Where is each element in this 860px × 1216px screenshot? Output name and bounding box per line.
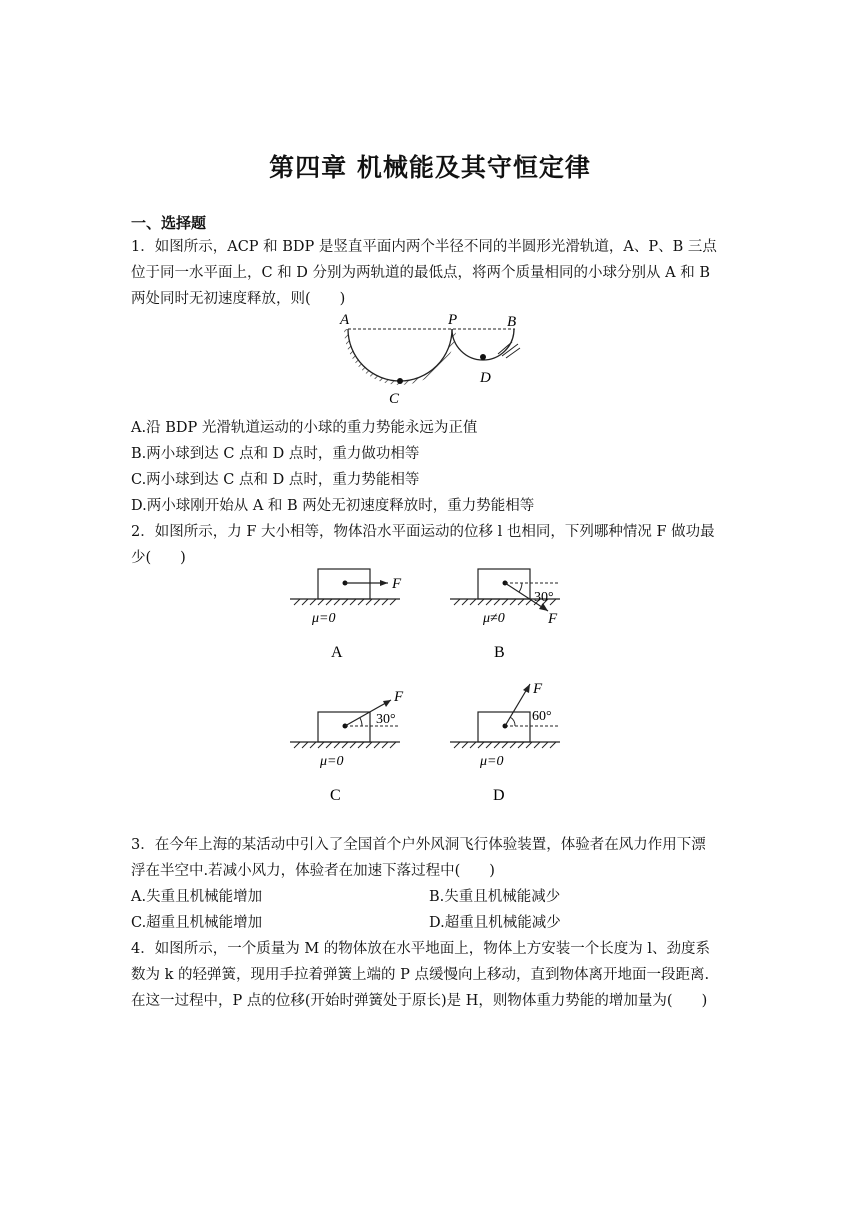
hatch-surface xyxy=(344,329,456,385)
label-p: P xyxy=(448,312,458,328)
label-c: C xyxy=(389,391,400,407)
page-title: 第四章 机械能及其守恒定律 xyxy=(269,153,591,182)
q4-stem-line: 数为 k 的轻弹簧，现用手拉着弹簧上端的 P 点缓慢向上移动，直到物体离开地面一段距离. xyxy=(131,967,710,983)
friction-label: μ≠0 xyxy=(483,611,505,626)
q1-option-c: C.两小球到达 C 点和 D 点时，重力势能相等 xyxy=(131,472,420,488)
q2-figure-b xyxy=(450,565,580,665)
q1-stem-line: 两处同时无初速度释放，则( ) xyxy=(131,291,346,307)
label-b: B xyxy=(507,314,517,330)
figure-label: A xyxy=(331,644,343,661)
q2-figure-c xyxy=(290,683,420,803)
q3-option-a: A.失重且机械能增加 xyxy=(131,889,263,905)
angle-label: 60° xyxy=(532,709,552,724)
q1-stem-line: 1．如图所示，ACP 和 BDP 是竖直平面内两个半径不同的半圆形光滑轨道，A、P、B 三点 xyxy=(131,239,717,255)
q2-figure-d xyxy=(450,676,580,803)
figure-label: B xyxy=(494,644,505,661)
ball-d xyxy=(480,354,486,360)
q2-stem-line: 少( ) xyxy=(131,550,186,566)
force-label: F xyxy=(548,611,558,627)
q1-figure xyxy=(330,310,530,410)
q3-option-d: D.超重且机械能减少 xyxy=(429,915,561,931)
track-acp xyxy=(348,329,452,381)
friction-label: μ=0 xyxy=(320,754,344,769)
angle-label: 30° xyxy=(376,712,396,727)
figure-label: C xyxy=(330,787,341,803)
q3-option-b: B.失重且机械能减少 xyxy=(429,889,561,905)
force-label: F xyxy=(392,576,402,592)
q3-option-c: C.超重且机械能增加 xyxy=(131,915,263,931)
force-label: F xyxy=(533,681,543,697)
section-heading: 一、选择题 xyxy=(131,214,207,232)
label-d: D xyxy=(480,370,491,386)
q1-option-d: D.两小球刚开始从 A 和 B 两处无初速度释放时，重力势能相等 xyxy=(131,498,535,514)
q2-stem-line: 2．如图所示，力 F 大小相等，物体沿水平面运动的位移 l 也相同，下列哪种情况 F 做功最 xyxy=(131,524,715,540)
angle-label: 30° xyxy=(534,590,554,605)
q1-option-b: B.两小球到达 C 点和 D 点时，重力做功相等 xyxy=(131,446,420,462)
q4-stem-line: 4．如图所示，一个质量为 M 的物体放在水平地面上，物体上方安装一个长度为 l、劲度系 xyxy=(131,941,711,957)
force-label: F xyxy=(394,689,404,705)
q2-figure-a xyxy=(290,565,420,665)
q1-option-a: A.沿 BDP 光滑轨道运动的小球的重力势能永远为正值 xyxy=(131,420,478,436)
figure-label: D xyxy=(493,787,505,803)
q3-stem-line: 3．在今年上海的某活动中引入了全国首个户外风洞飞行体验装置，体验者在风力作用下漂 xyxy=(131,837,706,853)
q3-stem-line: 浮在半空中.若减小风力，体验者在加速下落过程中( ) xyxy=(131,863,495,879)
friction-label: μ=0 xyxy=(312,611,336,626)
q1-stem-line: 位于同一水平面上，C 和 D 分别为两轨道的最低点，将两个质量相同的小球分别从 A 和 B xyxy=(131,265,710,281)
ball-c xyxy=(397,378,403,384)
friction-label: μ=0 xyxy=(480,754,504,769)
label-a: A xyxy=(340,312,350,328)
q4-stem-line: 在这一过程中，P 点的位移(开始时弹簧处于原长)是 H，则物体重力势能的增加量为( ) xyxy=(131,993,708,1009)
